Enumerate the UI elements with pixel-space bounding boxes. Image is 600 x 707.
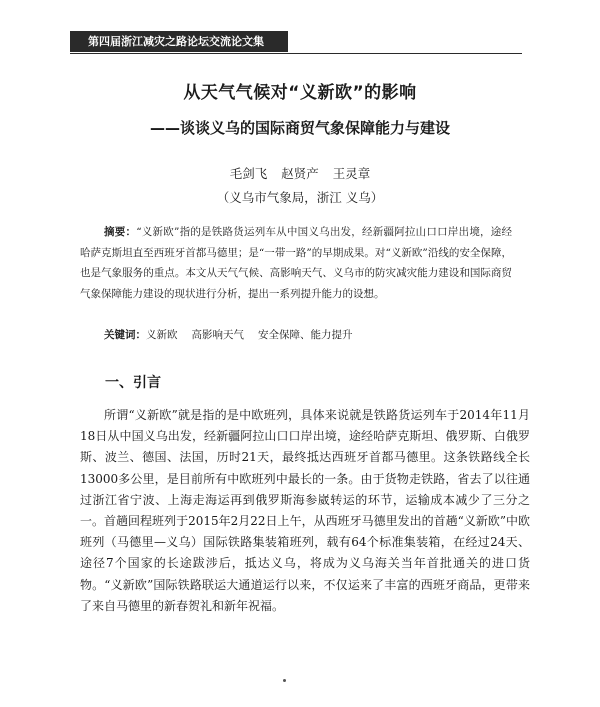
abstract-text: “义新欧”指的是铁路货运列车从中国义乌出发，经新疆阿拉山口口岸出境，途经哈萨克斯坦直至西班牙首都马德里；是“一带一路”的早期成果。对“义新欧”沿线的安全保障，也是气象服务的重点。本文从天气气候、高影响天气、义乌市的防灾减灾能力建设和国际商贸气象保障能力建设的现状进行分析，提出一系列提升能力的设想。: [80, 226, 513, 300]
keyword-item: 安全保障、能力提升: [258, 329, 353, 341]
author-list: 毛剑飞 赵贤产 王灵章: [229, 166, 371, 181]
keywords: [104, 325, 514, 345]
body-paragraph: 所谓“义新欧”就是指的是中欧班列，具体来说就是铁路货运列车于2014年11月18日从中国义乌出发，经新疆阿拉山口口岸出境，途经哈萨克斯坦、俄罗斯、白俄罗斯、波兰、德国、法国，历时21天，最终抵达西班牙首都马德里。这条铁路线全长13000多公里，是目前所有中欧班列中最长的一条。由于货物走铁路，省去了以往通过浙江省宁波、上海走海运再到俄罗斯海参崴转运的环节，运输成本减少了三分之一。首趟回程班列于2015年2月22日上午，从西班牙马德里发出的首趟“义新欧”中欧班列（马德里—义乌）国际铁路集装箱班列，载有64个标准集装箱，在经过24天、途径7个国家的长途跋涉后，抵达义乌，将成为义乌海关当年首批通关的进口货物。“义新欧”国际铁路联运大通道运行以来，不仅运来了丰富的西班牙商品，更带来了来自马德里的新春贺礼和新年祝福。: [80, 408, 530, 613]
keywords-label: 关键词：: [104, 329, 146, 341]
header-rule: [70, 53, 522, 54]
abstract-label: 摘要：: [104, 226, 137, 238]
paper-title: 从天气气候对“义新欧”的影响: [183, 83, 417, 103]
author-affiliation: （义乌市气象局，浙江 义乌）: [216, 190, 384, 205]
keyword-item: 义新欧: [146, 329, 178, 341]
abstract: [80, 222, 512, 304]
paper-subtitle: ——谈谈义乌的国际商贸气象保障能力与建设: [149, 119, 450, 137]
series-header: 第四届浙江减灾之路论坛交流论文集: [70, 31, 288, 52]
keyword-item: 高影响天气: [191, 329, 244, 341]
page-speck: [283, 679, 286, 682]
section-heading-introduction: 一、引言: [105, 375, 161, 391]
